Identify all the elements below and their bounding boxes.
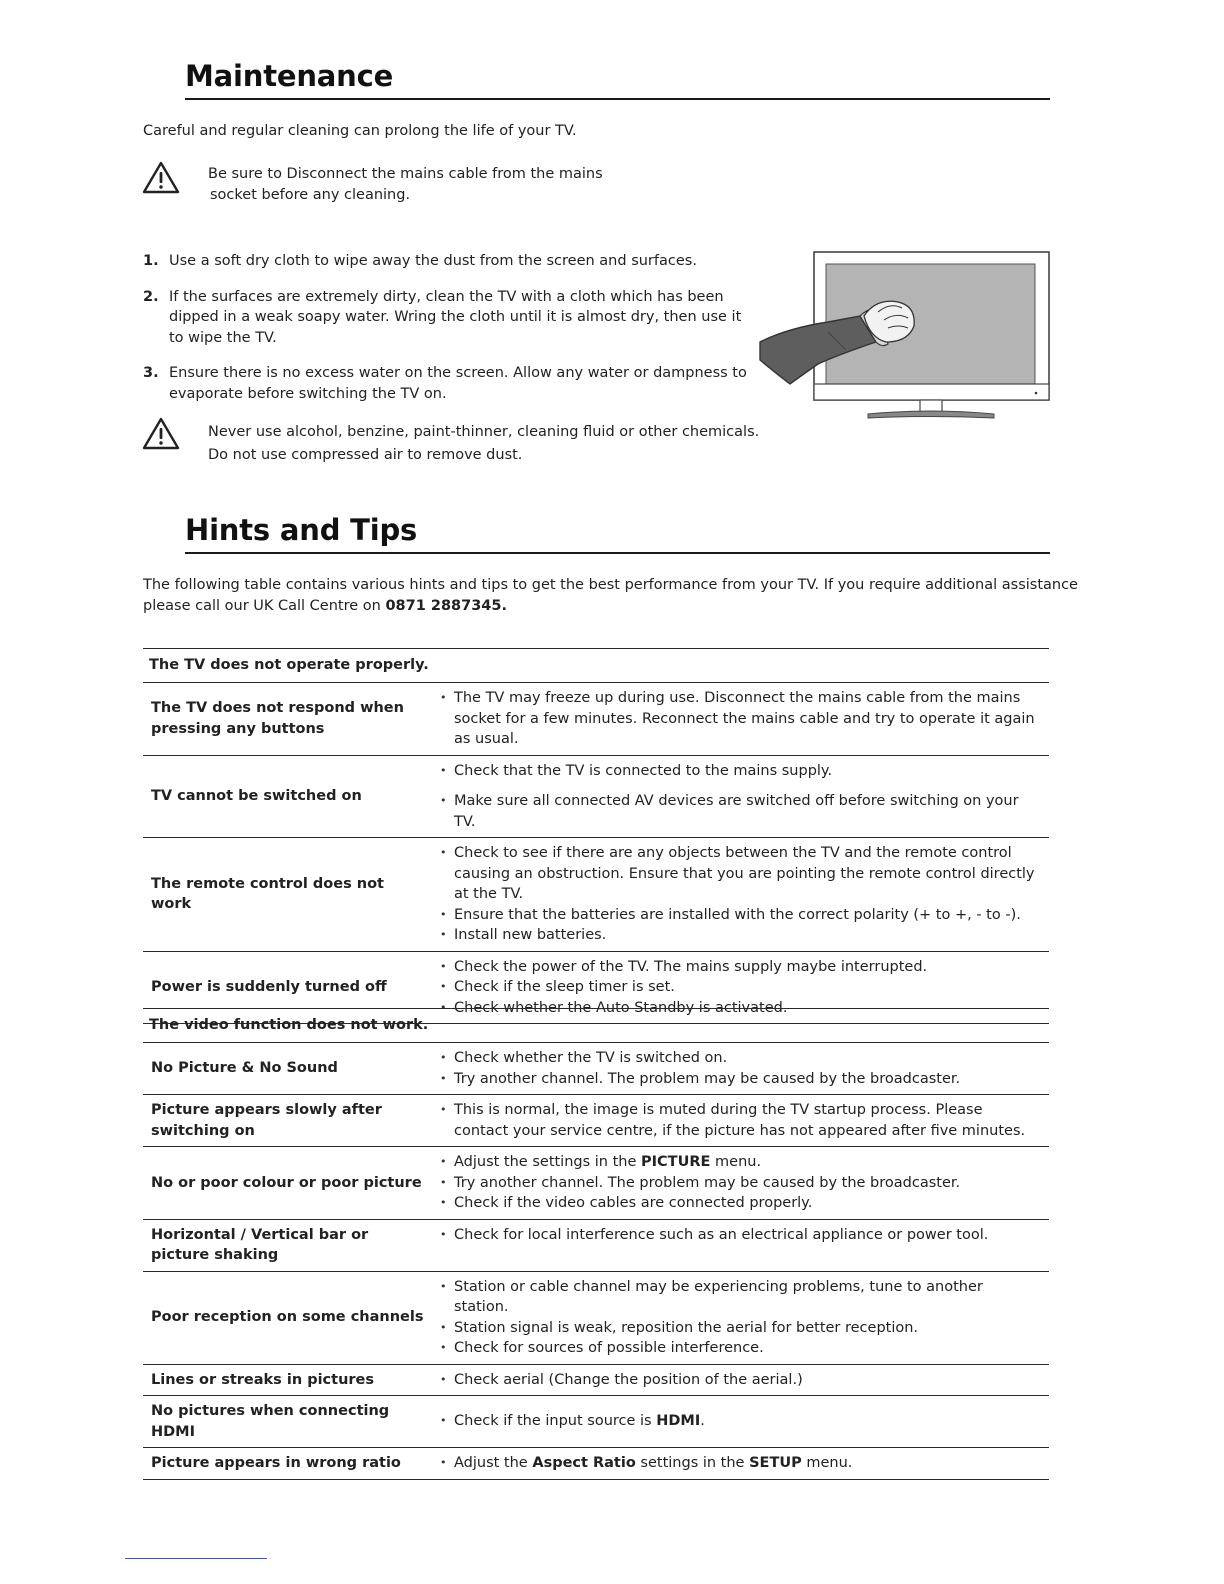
table-row <box>143 1271 1049 1364</box>
tip-text: menu. <box>710 1154 762 1170</box>
tip-item: • Check to see if there are any objects between the TV and the remote control causing an obstruction. Ensure that you are pointing the remote control directly at the TV. <box>437 843 1041 905</box>
table-row <box>143 1448 1049 1480</box>
tips-cell <box>437 1364 1049 1396</box>
problem-cell: No Picture & No Sound <box>143 1043 437 1095</box>
tips-cell <box>437 1396 1049 1448</box>
tips-cell <box>437 1219 1049 1271</box>
tip-item: • The TV may freeze up during use. Disconnect the mains cable from the mains socket for a few minutes. Reconnect the mains cable and try to operate it again as usual. <box>437 688 1041 750</box>
warning-chemicals-line2: Do not use compressed air to remove dust. <box>208 447 523 463</box>
problem-cell: Picture appears in wrong ratio <box>143 1448 437 1480</box>
table-row <box>143 1147 1049 1220</box>
table-heading: The TV does not operate properly. <box>143 649 1049 683</box>
tip-text: settings in the <box>635 1455 750 1471</box>
step-number: 3. <box>143 365 159 381</box>
problem-cell: No or poor colour or poor picture <box>143 1147 437 1220</box>
warning-disconnect-line1: Be sure to Disconnect the mains cable from the mains <box>208 166 603 182</box>
tip-item <box>437 1152 1041 1173</box>
tips-cell <box>437 755 1049 838</box>
tips-cell <box>437 838 1049 952</box>
table-row <box>143 838 1049 952</box>
tip-item: • Check if the video cables are connected properly. <box>437 1193 1041 1214</box>
tip-item: • Check aerial (Change the position of the aerial.) <box>437 1370 1041 1391</box>
tip-item: • Check for local interference such as an electrical appliance or power tool. <box>437 1225 1041 1246</box>
tip-item: • Check whether the Auto Standby is activated. <box>437 998 1041 1019</box>
hints-title: Hints and Tips <box>185 512 1050 554</box>
table-row <box>143 683 1049 756</box>
problem-cell: The TV does not respond when pressing any buttons <box>143 683 437 756</box>
warning-icon <box>141 160 181 196</box>
problem-cell: No pictures when connecting HDMI <box>143 1396 437 1448</box>
table-row <box>143 755 1049 838</box>
problem-cell: Poor reception on some channels <box>143 1271 437 1364</box>
tip-text: Adjust the settings in the <box>454 1154 642 1170</box>
problem-cell: Picture appears slowly after switching on <box>143 1095 437 1147</box>
cleaning-steps <box>143 251 753 419</box>
problem-cell: TV cannot be switched on <box>143 755 437 838</box>
tip-item: • Try another channel. The problem may be caused by the broadcaster. <box>437 1173 1041 1194</box>
call-centre-phone: 0871 2887345. <box>385 598 507 614</box>
tips-cell <box>437 1043 1049 1095</box>
step-item <box>143 287 753 349</box>
tip-item: • Install new batteries. <box>437 925 1041 946</box>
setup-menu-label: SETUP <box>749 1455 802 1471</box>
table-row <box>143 1219 1049 1271</box>
table-row <box>143 1095 1049 1147</box>
warning-icon <box>141 416 181 452</box>
maintenance-title: Maintenance <box>185 58 1050 100</box>
tip-text: Check if the input source is <box>454 1413 657 1430</box>
table-row <box>143 1364 1049 1396</box>
footer-rule <box>125 1558 267 1559</box>
tip-item: • Make sure all connected AV devices are switched off before switching on your TV. <box>437 791 1041 832</box>
problem-cell: Lines or streaks in pictures <box>143 1364 437 1396</box>
tv-cleaning-illustration <box>758 250 1053 425</box>
hints-intro-line1: The following table contains various hints and tips to get the best performance from your TV. If you require additional assistance <box>143 577 1078 593</box>
aspect-ratio-label: Aspect Ratio <box>532 1455 636 1471</box>
step-number: 1. <box>143 253 159 269</box>
tip-item <box>437 1453 1041 1474</box>
tip-text: menu. <box>801 1455 853 1471</box>
tip-item: • Check for sources of possible interference. <box>437 1338 1041 1359</box>
tips-cell <box>437 1448 1049 1480</box>
hints-intro-prefix: please call our UK Call Centre on <box>143 598 386 614</box>
step-item <box>143 251 753 272</box>
tip-item <box>437 1411 1041 1432</box>
tip-item: • Check the power of the TV. The mains supply maybe interrupted. <box>437 957 1041 978</box>
tips-cell <box>437 683 1049 756</box>
problem-cell: The remote control does not work <box>143 838 437 952</box>
maintenance-intro: Careful and regular cleaning can prolong the life of your TV. <box>143 123 577 139</box>
tip-item: • Check that the TV is connected to the mains supply. <box>437 761 1041 782</box>
tip-item: • Check if the sleep timer is set. <box>437 977 1041 998</box>
tip-text: . <box>700 1413 705 1430</box>
hdmi-label: HDMI <box>656 1413 701 1430</box>
tip-item: • Station or cable channel may be experiencing problems, tune to another station. <box>437 1277 1041 1318</box>
tips-cell <box>437 1147 1049 1220</box>
table-row <box>143 1396 1049 1448</box>
tip-item: • Check whether the TV is switched on. <box>437 1048 1041 1069</box>
tips-cell <box>437 1095 1049 1147</box>
hints-intro-line2 <box>143 596 507 617</box>
tip-item: • Station signal is weak, reposition the aerial for better reception. <box>437 1318 1041 1339</box>
warning-disconnect-line2: socket before any cleaning. <box>210 187 411 203</box>
troubleshooting-table-operation <box>143 648 1049 1024</box>
table-row <box>143 1043 1049 1095</box>
tip-item: • Ensure that the batteries are installed with the correct polarity (+ to +, - to -). <box>437 905 1041 926</box>
step-text: Use a soft dry cloth to wipe away the dust from the screen and surfaces. <box>169 253 697 269</box>
tip-item: • This is normal, the image is muted during the TV startup process. Please contact your service centre, if the picture has not appeared after five minutes. <box>437 1100 1041 1141</box>
tip-text: Adjust the <box>454 1455 533 1471</box>
tip-item: • Try another channel. The problem may be caused by the broadcaster. <box>437 1069 1041 1090</box>
problem-cell: Horizontal / Vertical bar or picture shaking <box>143 1219 437 1271</box>
tips-cell <box>437 1271 1049 1364</box>
warning-chemicals-line1: Never use alcohol, benzine, paint-thinner, cleaning fluid or other chemicals. <box>208 424 760 440</box>
step-item <box>143 363 753 404</box>
problem-cell: Power is suddenly turned off <box>143 951 437 1024</box>
table-heading: The video function does not work. <box>143 1009 1049 1043</box>
step-text: Ensure there is no excess water on the screen. Allow any water or dampness to evaporate before switching the TV on. <box>169 365 747 402</box>
step-number: 2. <box>143 288 159 305</box>
picture-menu-label: PICTURE <box>641 1154 711 1170</box>
troubleshooting-table-video <box>143 1008 1049 1480</box>
step-text: If the surfaces are extremely dirty, clean the TV with a cloth which has been dipped in a weak soapy water. Wring the cloth until it is almost dry, then use it to wipe the TV. <box>169 288 742 346</box>
